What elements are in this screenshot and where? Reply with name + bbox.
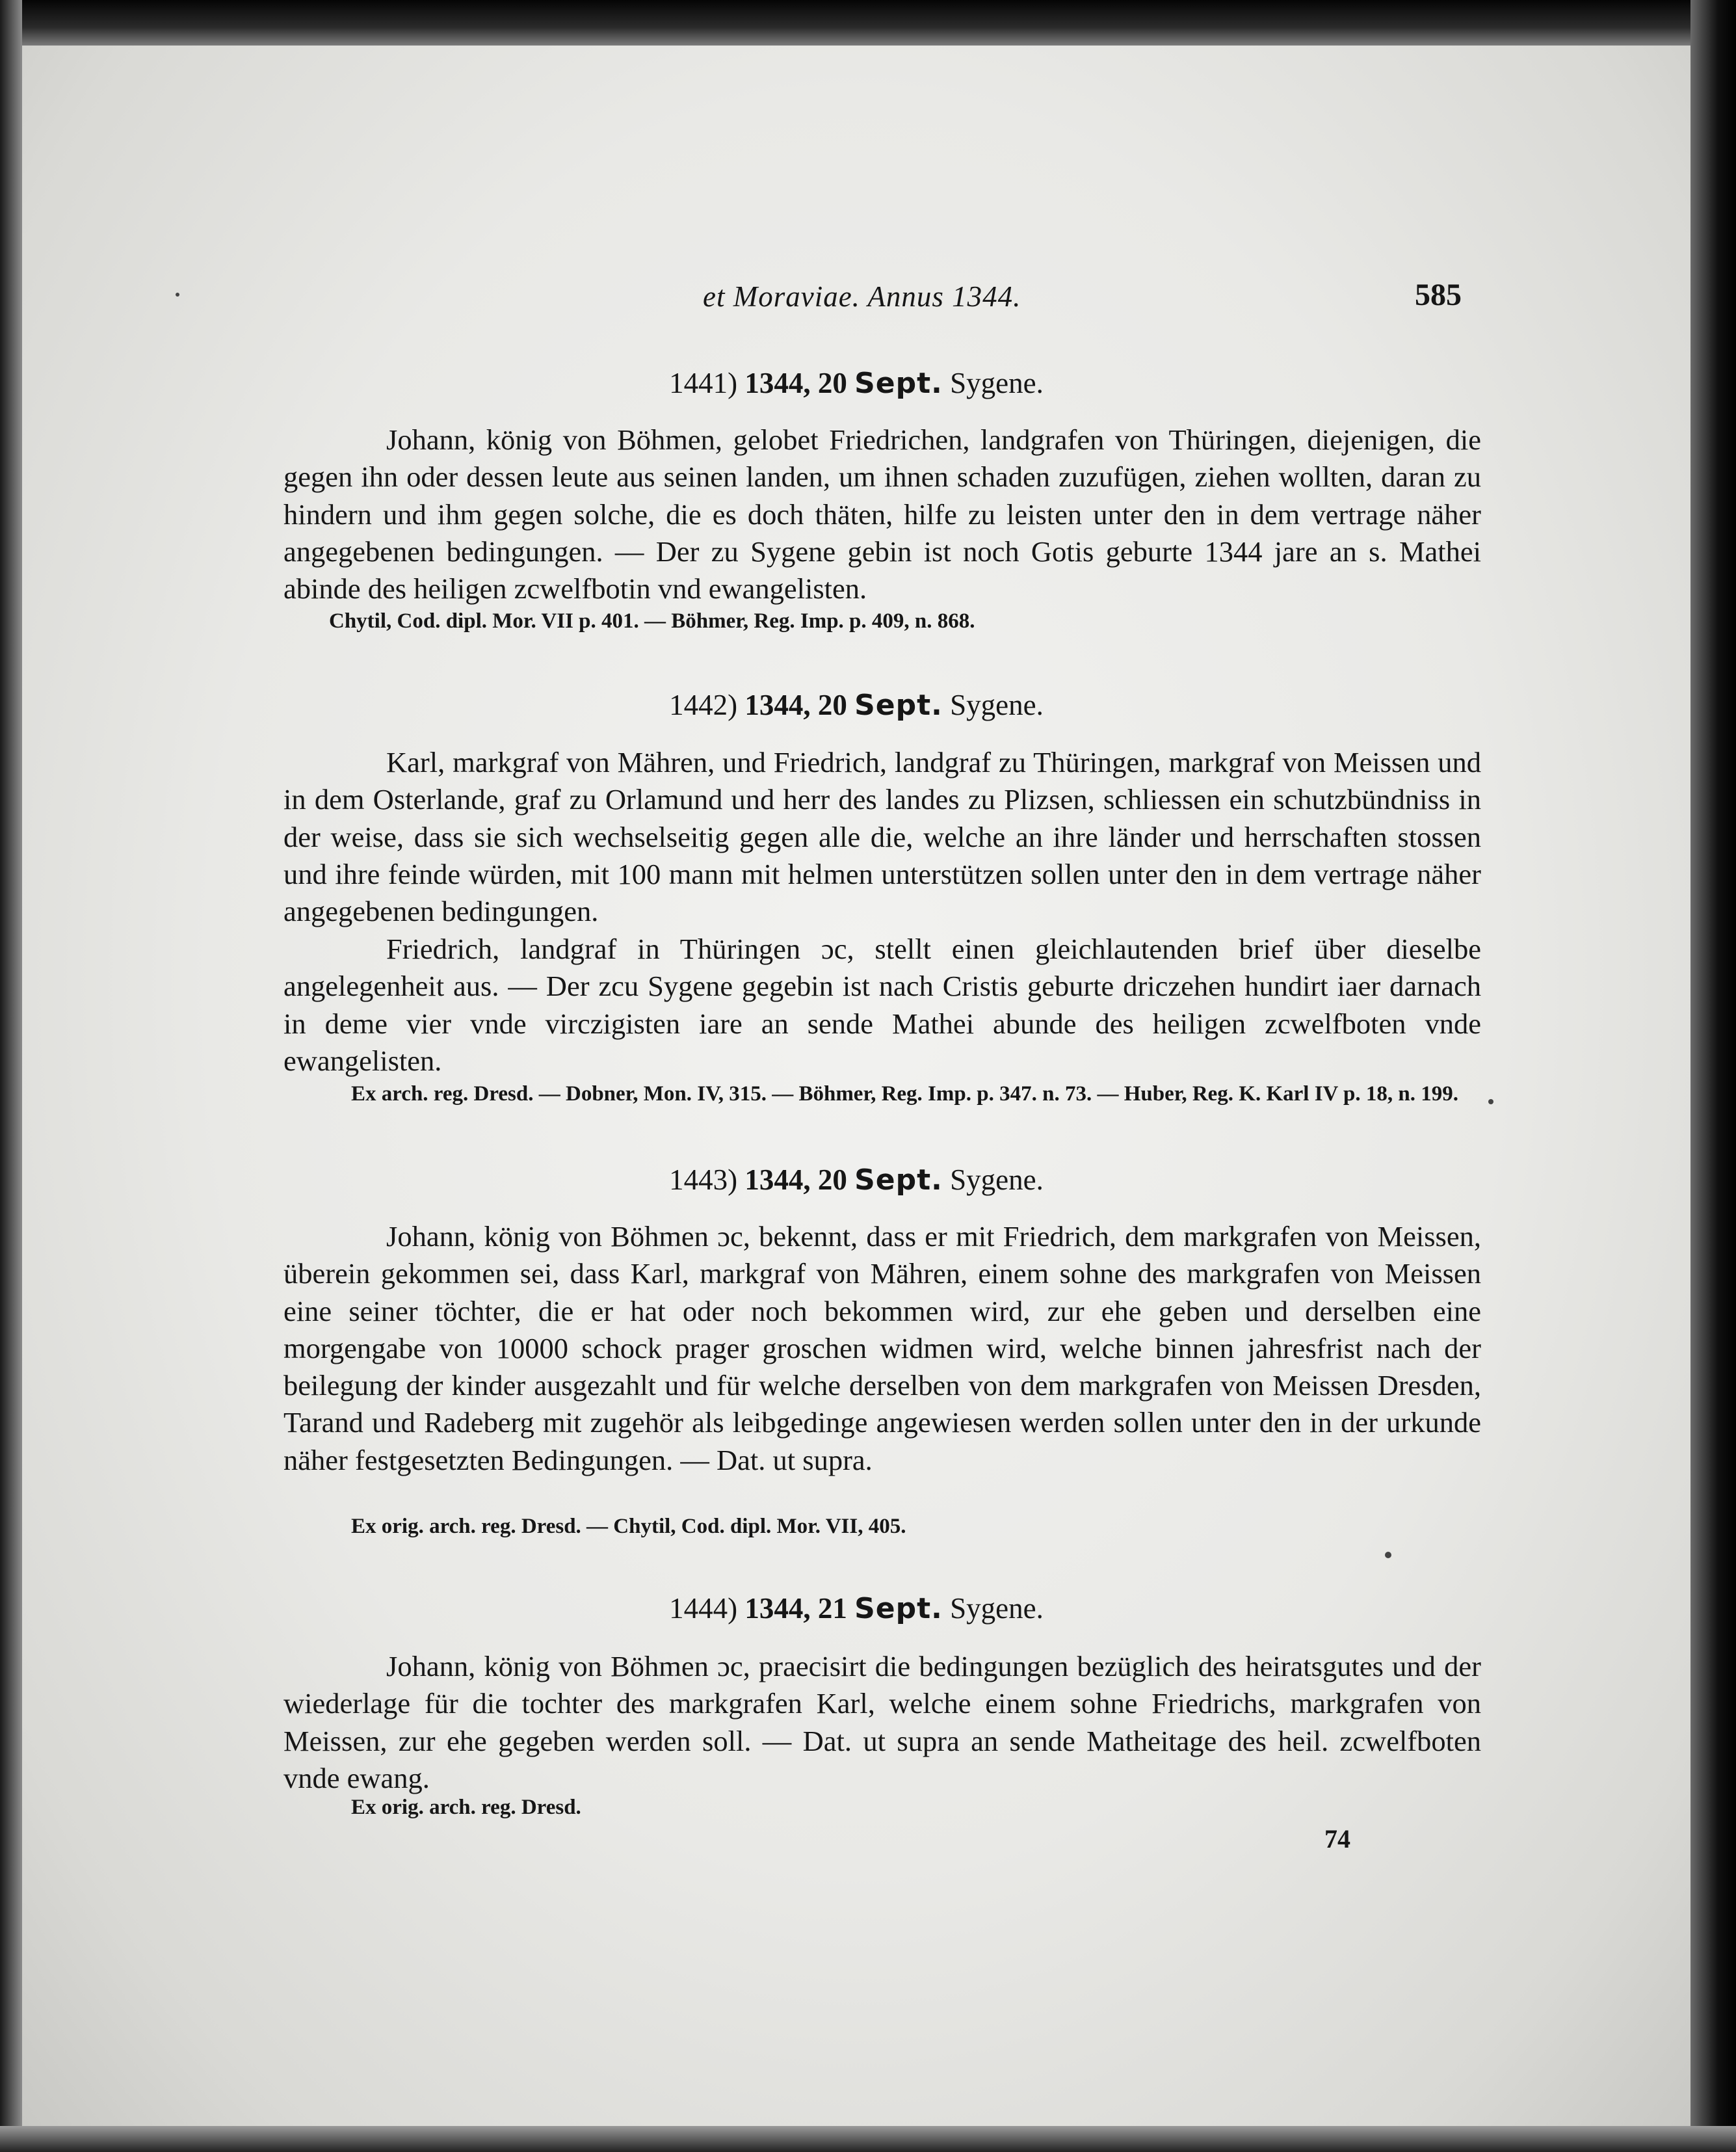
entry-place: Sygene. [950,1592,1044,1625]
scan-border-bottom [0,2126,1736,2152]
entry-number: 1441) [669,367,738,399]
page-header [22,280,1690,332]
entry-date: 1344, 21 [744,1592,847,1625]
entry-heading-1444 [22,1591,1690,1625]
entry-1442-source: Ex arch. reg. Dresd. — Dobner, Mon. IV, 315. — Böhmer, Reg. Imp. p. 347. n. 73. — Huber, Reg. K. Karl IV p. 18, n. 199. [351,1082,1458,1106]
entry-number: 1443) [669,1163,738,1196]
scan-speck [1385,1552,1391,1558]
entry-place: Sygene. [950,1163,1044,1196]
entry-place: Sygene. [950,689,1044,721]
running-title: et Moraviae. Annus 1344. [703,280,1021,313]
scan-border-right [1690,0,1736,2152]
entry-1441-source: Chytil, Cod. dipl. Mor. VII p. 401. — Böhmer, Reg. Imp. p. 409, n. 868. [329,609,975,633]
entry-1444-source: Ex orig. arch. reg. Dresd. [351,1796,581,1819]
entry-month: Sept. [854,367,943,400]
signature-mark: 74 [1324,1824,1350,1853]
scan-speck [176,293,179,297]
entry-date: 1344, 20 [744,1163,847,1196]
scan-border-left [0,0,22,2152]
entry-month: Sept. [854,1592,943,1625]
entry-heading-1441 [22,366,1690,400]
page-number: 585 [1415,278,1462,312]
entry-1444-text: Johann, könig von Böhmen ɔc, praecisirt die bedingungen bezüglich des heiratsgutes und der wiederlage für die tochter des markgrafen Karl, welche einem sohne Friedrichs, markgrafen von Meissen, zur ehe gegeben werden soll. — Dat. ut supra an sende Matheitage des heil. zcwelfboten vnde ewang. [283,1650,1481,1794]
entry-heading-1443 [22,1163,1690,1197]
entry-1443-text: Johann, könig von Böhmen ɔc, bekennt, dass er mit Friedrich, dem markgrafen von Meissen, überein gekommen sei, dass Karl, markgraf von Mähren, einem sohne des markgrafen von Meissen eine seiner töchter, die er hat oder noch bekommen wird, zur ehe geben und derselben eine morgengabe von 10000 schock prager groschen widmen wird, welche binnen jahresfrist nach der beilegung der kinder ausgezahlt und für welche derselben von dem markgrafen von Meissen Dresden, Tarand und Radeberg mit zugehör als leibgedinge angewiesen werden sollen unter den in der urkunde näher festgesetzten Bedingungen. — Dat. ut supra. [283,1220,1481,1476]
entry-1443-source: Ex orig. arch. reg. Dresd. — Chytil, Cod. dipl. Mor. VII, 405. [351,1515,906,1538]
entry-date: 1344, 20 [744,367,847,399]
scan-speck [1488,1099,1493,1104]
entry-number: 1444) [669,1592,738,1625]
entry-month: Sept. [854,689,943,722]
entry-1442-text-1: Karl, markgraf von Mähren, und Friedrich, landgraf zu Thüringen, markgraf von Meissen und in dem Osterlande, graf zu Orlamund und herr des landes zu Plizsen, schliessen ein schutzbündniss in der weise, dass sie sich wechselseitig gegen alle die, welche an ihre länder und herrschaften stossen und ihre feinde würden, mit 100 mann mit helmen unterstützen sollen unter den in dem vertrage näher angegebenen bedingungen. [283,746,1481,928]
entry-place: Sygene. [950,367,1044,399]
entry-1442-text-2: Friedrich, landgraf in Thüringen ɔc, stellt einen gleichlautenden brief über dieselbe angelegenheit aus. — Der zcu Sygene gegebin ist nach Cristis geburte driczehen hundirt iaer darnach in deme vier vnde virczigisten iare an sende Mathei abunde des heiligen zcwelfboten vnde ewangelisten. [283,933,1481,1077]
entry-number: 1442) [669,689,738,721]
entry-date: 1344, 20 [744,689,847,721]
entry-1441-text: Johann, könig von Böhmen, gelobet Friedrichen, landgrafen von Thüringen, diejenigen, die gegen ihn oder dessen leute aus seinen landen, um ihnen schaden zuzufügen, ziehen wollten, daran zu hindern und ihm gegen solche, die es doch thäten, hilfe zu leisten unter den in dem vertrage näher angegebenen bedingungen. — Der zu Sygene gebin ist noch Gotis geburte 1344 jare an s. Mathei abinde des heiligen zcwelfbotin vnd ewangelisten. [283,423,1481,605]
entry-heading-1442 [22,688,1690,722]
entry-month: Sept. [854,1163,943,1197]
book-page [22,46,1690,2126]
scan-border-top [0,0,1736,46]
